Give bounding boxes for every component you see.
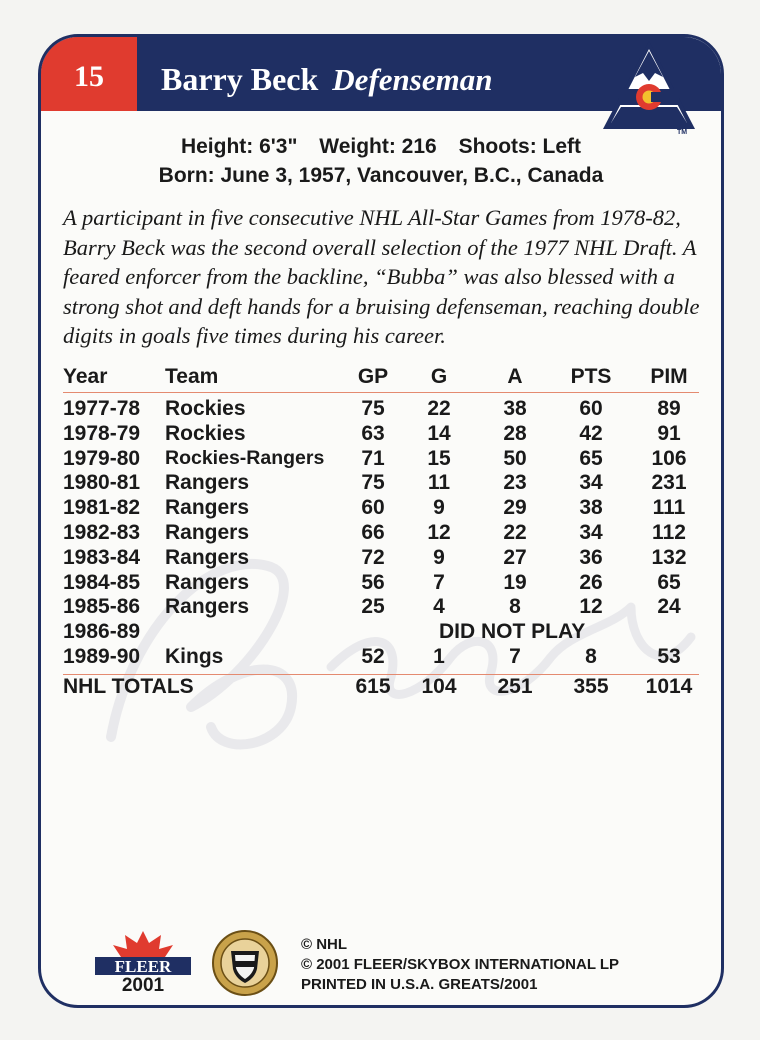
birth-info: Born: June 3, 1957, Vancouver, B.C., Canada — [158, 164, 604, 187]
table-row — [63, 521, 699, 546]
colorado-rockies-logo-icon — [599, 37, 699, 133]
cell-g: 104 — [421, 674, 457, 698]
cell-g: 9 — [433, 496, 445, 520]
cell-gp: 60 — [361, 496, 385, 520]
cell-gp: 66 — [361, 520, 385, 544]
table-row-did-not-play — [63, 620, 699, 645]
cell-year: 1984-85 — [63, 570, 141, 594]
cell-pts: 42 — [579, 421, 603, 445]
cell-gp: 25 — [361, 595, 385, 619]
totals-row — [63, 674, 699, 703]
cell-team: Rangers — [165, 570, 250, 594]
cell-pim: 91 — [657, 421, 681, 445]
cell-year: 1983-84 — [63, 545, 141, 569]
table-row — [63, 471, 699, 496]
table-row — [63, 546, 699, 571]
table-row — [63, 496, 699, 521]
cell-pim: 53 — [657, 644, 681, 668]
col-pts: PTS — [570, 365, 612, 388]
cell-year: 1981-82 — [63, 496, 141, 520]
cell-pts: 26 — [579, 570, 603, 594]
cell-g: 11 — [427, 471, 451, 495]
cell-year: 1980-81 — [63, 471, 141, 495]
cell-a: 50 — [503, 446, 527, 470]
cell-year: 1986-89 — [63, 620, 141, 644]
table-row — [63, 422, 699, 447]
table-row — [63, 595, 699, 620]
cell-pim: 1014 — [645, 674, 693, 698]
card-number: 15 — [41, 37, 137, 111]
cell-gp: 75 — [361, 471, 385, 495]
legal-line: © 2001 FLEER/SKYBOX INTERNATIONAL LP — [301, 956, 620, 973]
card-back — [38, 34, 724, 1008]
cell-year: 1985-86 — [63, 595, 141, 619]
nhl-shield-icon — [211, 929, 279, 997]
cell-g: 12 — [427, 520, 451, 544]
height-text: Height: 6'3" — [180, 135, 298, 158]
stats-table — [63, 365, 699, 703]
cell-pim: 231 — [651, 471, 687, 495]
cell-pim: 112 — [652, 520, 686, 544]
legal-line: © NHL — [301, 936, 348, 953]
table-row — [63, 397, 699, 422]
cell-team: Rockies — [165, 421, 246, 445]
fleer-brand-text: FLEER — [114, 957, 172, 976]
col-pim: PIM — [650, 365, 688, 388]
cell-a: 7 — [509, 644, 521, 668]
cell-pts: 60 — [579, 397, 603, 420]
cell-team: Rangers — [165, 545, 250, 569]
legal-text — [301, 935, 619, 995]
cell-gp: 56 — [361, 570, 385, 594]
fleer-year: 2001 — [121, 975, 165, 996]
cell-g: 15 — [427, 446, 451, 470]
cell-pts: 34 — [579, 471, 603, 495]
bio-blurb: A participant in five consecutive NHL All-Star Games from 1978-82, Barry Beck was the second overall selection of the 1977 NHL Draft. A feared enforcer from the backline, “Bubba” was also blessed with a strong shot and deft hands for a bruising defenseman, reaching double digits in goals five times during his career. — [63, 205, 700, 348]
cell-gp: 72 — [361, 545, 385, 569]
trademark-mark: TM — [677, 129, 688, 136]
cell-team: Rangers — [165, 471, 250, 495]
physical-stats — [41, 135, 721, 159]
cell-pim: 132 — [651, 545, 687, 569]
col-a: A — [507, 365, 523, 388]
cell-gp: 71 — [361, 446, 385, 470]
cell-gp: 52 — [361, 644, 385, 668]
cell-pim: 24 — [657, 595, 681, 619]
table-row — [63, 645, 699, 670]
col-year: Year — [63, 365, 108, 388]
cell-a: 8 — [509, 595, 521, 619]
cell-team: Kings — [165, 644, 224, 668]
cell-g: 14 — [427, 421, 451, 445]
cell-team: Rockies-Rangers — [165, 446, 325, 469]
shoots-text: Shoots: Left — [458, 135, 582, 158]
cell-pts: 65 — [579, 446, 603, 470]
cell-pim: 65 — [657, 570, 681, 594]
did-not-play-note: DID NOT PLAY — [439, 620, 586, 644]
cell-pim: 89 — [657, 397, 681, 420]
cell-pts: 36 — [579, 545, 603, 569]
col-team: Team — [165, 365, 219, 388]
stats-header-row — [63, 365, 699, 393]
player-name: Barry Beck — [161, 61, 319, 97]
cell-pim: 111 — [652, 496, 686, 520]
cell-pts: 8 — [585, 644, 597, 668]
cell-year: 1982-83 — [63, 520, 141, 544]
col-g: G — [430, 365, 448, 388]
cell-team: Rangers — [165, 520, 250, 544]
legal-line: PRINTED IN U.S.A. GREATS/2001 — [301, 976, 538, 993]
cell-pts: 38 — [579, 496, 603, 520]
cell-gp: 75 — [361, 397, 385, 420]
cell-a: 38 — [503, 397, 527, 420]
cell-a: 27 — [503, 545, 527, 569]
cell-team: Rangers — [165, 595, 250, 619]
cell-team: Rockies — [165, 397, 246, 420]
totals-label: NHL TOTALS — [63, 674, 194, 698]
table-row — [63, 571, 699, 596]
cell-year: 1979-80 — [63, 446, 141, 470]
cell-g: 22 — [427, 397, 451, 420]
cell-g: 7 — [433, 570, 445, 594]
cell-pts: 355 — [573, 674, 609, 698]
cell-a: 29 — [503, 496, 527, 520]
cell-year: 1977-78 — [63, 397, 141, 420]
cell-team: Rangers — [165, 496, 250, 520]
col-gp: GP — [357, 365, 389, 388]
cell-g: 1 — [433, 644, 445, 668]
cell-g: 9 — [433, 545, 445, 569]
cell-g: 4 — [433, 595, 445, 619]
cell-a: 251 — [497, 674, 533, 698]
cell-pts: 12 — [579, 595, 603, 619]
cell-a: 22 — [503, 520, 527, 544]
cell-a: 23 — [503, 471, 527, 495]
cell-a: 19 — [503, 570, 527, 594]
player-heading — [161, 61, 492, 98]
cell-year: 1989-90 — [63, 644, 141, 668]
cell-pim: 106 — [651, 446, 687, 470]
cell-gp: 63 — [361, 421, 385, 445]
cell-year: 1978-79 — [63, 421, 141, 445]
weight-text: Weight: 216 — [319, 135, 437, 158]
cell-a: 28 — [503, 421, 527, 445]
player-position: Defenseman — [332, 62, 493, 97]
table-row — [63, 447, 699, 472]
cell-gp: 615 — [355, 674, 391, 698]
cell-pts: 34 — [579, 520, 603, 544]
